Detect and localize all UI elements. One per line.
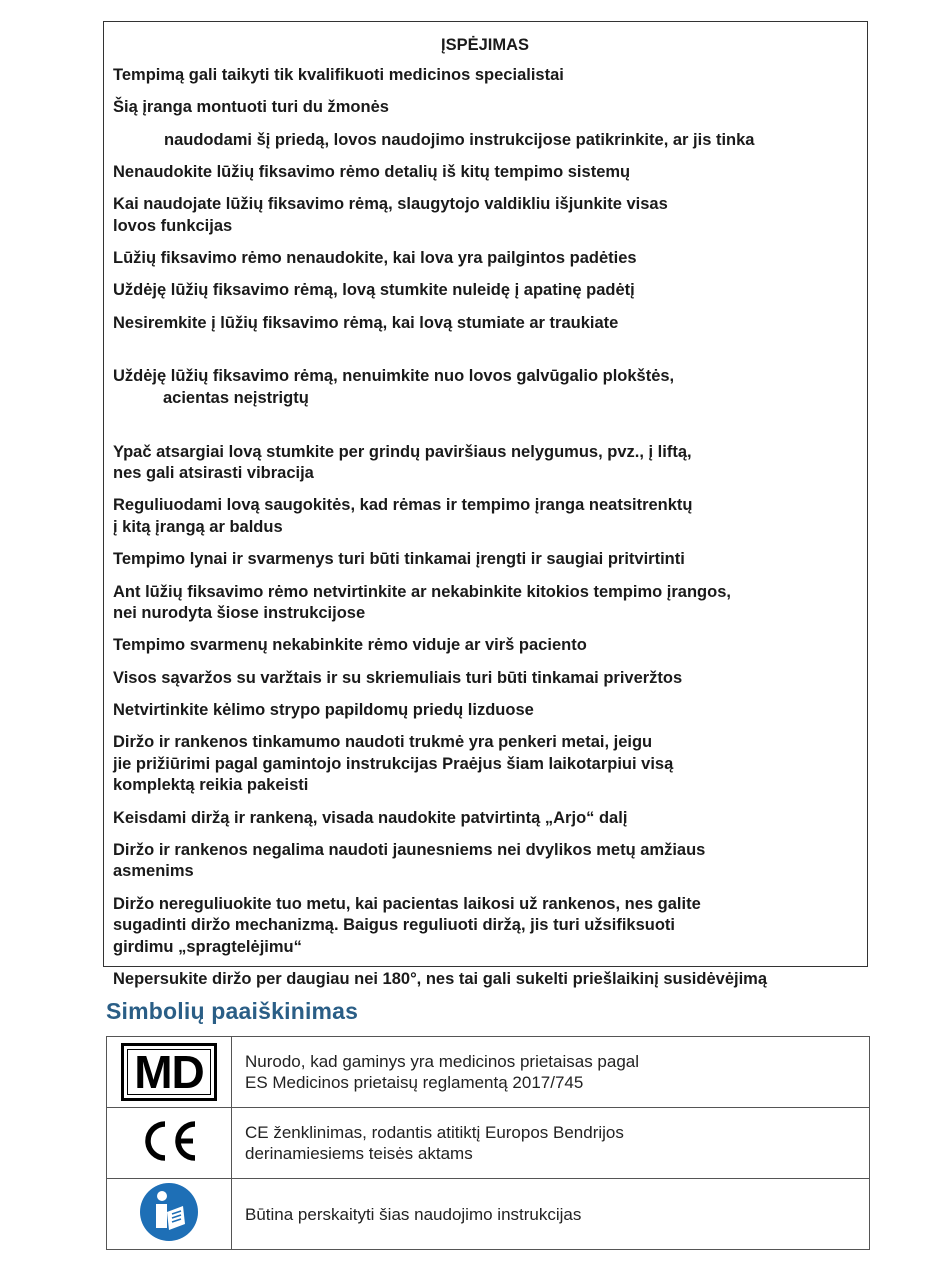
- symbol-cell: [107, 1108, 232, 1179]
- warning-item: Reguliuodami lovą saugokitės, kad rėmas ir tempimo įranga neatsitrenktų į kitą įrangą ar baldus: [113, 496, 693, 536]
- table-row: [107, 1108, 870, 1179]
- description-cell: [232, 1108, 870, 1179]
- warning-item: Tempimo lynai ir svarmenys turi būti tinkamai įrengti ir saugiai pritvirtinti: [113, 550, 685, 569]
- warning-item: Diržo ir rankenos negalima naudoti jaunesniems nei dvylikos metų amžiaus asmenims: [113, 840, 706, 881]
- description-line: Būtina perskaityti šias naudojimo instrukcijas: [245, 1204, 582, 1224]
- md-icon-label: MD: [134, 1046, 204, 1098]
- warning-item: Kai naudojate lūžių fiksavimo rėmą, slaugytojo valdikliu išjunkite visas lovos funkcijas: [113, 195, 668, 235]
- warning-item: Keisdami diržą ir rankeną, visada naudokite patvirtintą „Arjo“ dalį: [113, 808, 628, 827]
- table-row: [107, 1179, 870, 1250]
- warning-box: [103, 21, 868, 988]
- warning-item: Nenaudokite lūžių fiksavimo rėmo detalių iš kitų tempimo sistemų: [113, 162, 631, 181]
- warning-item: naudodami šį priedą, lovos naudojimo instrukcijose patikrinkite, ar jis tinka: [164, 130, 755, 149]
- warning-item: Uždėję lūžių fiksavimo rėmą, lovą stumkite nuleidę į apatinę padėtį: [113, 281, 635, 300]
- warning-item: Nepersukite diržo per daugiau nei 180°, nes tai gali sukelti priešlaikinį susidėvėjimą: [113, 969, 768, 988]
- warning-item: Netvirtinkite kėlimo strypo papildomų priedų lizduose: [113, 700, 534, 719]
- warning-item-line: Uždėję lūžių fiksavimo rėmą, nenuimkite nuo lovos galvūgalio plokštės,: [113, 367, 675, 386]
- warning-item: Tempimą gali taikyti tik kvalifikuoti medicinos specialistai: [113, 66, 564, 84]
- warning-item: Visos sąvaržos su varžtais ir su skriemuliais turi būti tinkamai priveržtos: [113, 668, 683, 687]
- symbols-heading: Simbolių paaiškinimas: [106, 998, 359, 1024]
- symbol-cell: [107, 1037, 232, 1108]
- warning-item: [113, 345, 857, 431]
- description-line: CE ženklinimas, rodantis atitiktį Europos Bendrijos: [245, 1123, 624, 1142]
- description-line: derinamiesiems teisės aktams: [245, 1144, 473, 1163]
- warning-item: Lūžių fiksavimo rėmo nenaudokite, kai lova yra pailgintos padėties: [113, 248, 637, 267]
- warning-item: Nesiremkite į lūžių fiksavimo rėmą, kai lovą stumiate ar traukiate: [113, 313, 619, 332]
- warning-item-line-indented: acientas neįstrigtų: [163, 388, 309, 407]
- md-icon: [121, 1043, 217, 1101]
- warning-title: ĮSPĖJIMAS: [440, 36, 530, 54]
- warning-item: Tempimo svarmenų nekabinkite rėmo viduje ar virš paciento: [113, 636, 587, 655]
- warning-list: [113, 65, 857, 990]
- warning-item: Ypač atsargiai lovą stumkite per grindų paviršiaus nelygumus, pvz., į liftą, nes gali atsirasti vibracija: [113, 442, 692, 483]
- ce-mark-icon: [137, 1118, 201, 1164]
- symbols-table: [106, 1036, 870, 1250]
- warning-item: Šią įranga montuoti turi du žmonės: [113, 98, 389, 117]
- description-cell: [232, 1037, 870, 1108]
- warning-item: Diržo nereguliuokite tuo metu, kai pacientas laikosi už rankenos, nes galite sugadinti diržo mechanizmą. Baigus reguliuoti diržą, jis turi užsifiksuoti girdimu „spragtelėjimu“: [113, 894, 701, 956]
- description-cell: [232, 1179, 870, 1250]
- warning-item: Diržo ir rankenos tinkamumo naudoti trukmė yra penkeri metai, jeigu jie prižiūrimi pagal gamintojo instrukcijas Praėjus šiam laikotarpiui visą komplektą reikia pakeisti: [113, 733, 674, 795]
- description-line: Nurodo, kad gaminys yra medicinos prietaisas pagal: [245, 1052, 640, 1071]
- read-manual-icon: [139, 1182, 199, 1242]
- description-line: ES Medicinos prietaisų reglamentą 2017/745: [245, 1073, 584, 1092]
- warning-item: Ant lūžių fiksavimo rėmo netvirtinkite ar nekabinkite kitokios tempimo įrangos, nei nurodyta šiose instrukcijose: [113, 582, 731, 623]
- symbol-cell: [107, 1179, 232, 1250]
- table-row: [107, 1037, 870, 1108]
